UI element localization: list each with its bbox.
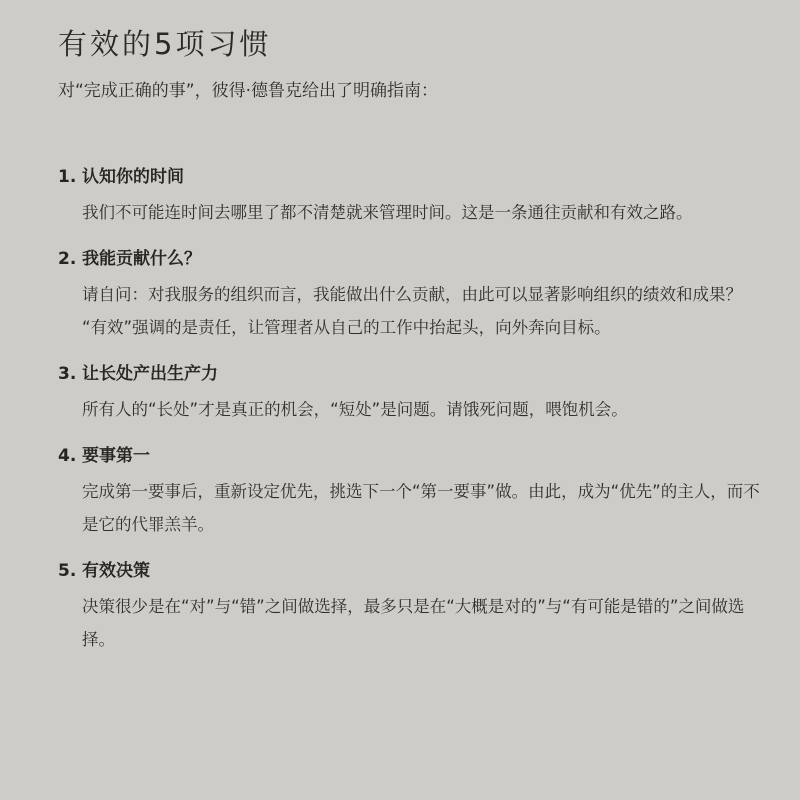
- habits-list: [58, 164, 760, 656]
- habit-number: 4.: [58, 446, 77, 466]
- habit-heading: [58, 558, 760, 584]
- habit-title: 认知你的时间: [82, 167, 184, 187]
- habit-5: [58, 558, 760, 656]
- habit-title: 我能贡献什么？: [82, 249, 201, 269]
- habit-title: 要事第一: [82, 446, 150, 466]
- habit-title: 让长处产出生产力: [82, 364, 218, 384]
- habit-title: 有效决策: [82, 561, 150, 581]
- page-title: 有效的5项习惯: [58, 27, 272, 61]
- habit-number: 3.: [58, 364, 77, 384]
- habit-1: [58, 164, 760, 229]
- habit-heading: [58, 246, 760, 272]
- habit-paragraph: 请自问：对我服务的组织而言，我能做出什么贡献，由此可以显著影响组织的绩效和成果？: [82, 285, 742, 304]
- intro-text: 对“完成正确的事”，彼得·德鲁克给出了明确指南：: [58, 81, 439, 101]
- habit-3: [58, 361, 760, 426]
- habit-paragraph: 完成第一要事后，重新设定优先，挑选下一个“第一要事”做。由此，成为“优先”的主人，而不是它的代罪羔羊。: [82, 482, 760, 534]
- habit-4: [58, 443, 760, 541]
- habit-number: 2.: [58, 249, 77, 269]
- habit-paragraph: 我们不可能连时间去哪里了都不清楚就来管理时间。这是一条通往贡献和有效之路。: [82, 203, 693, 222]
- habit-heading: [58, 164, 760, 190]
- habit-heading: [58, 361, 760, 387]
- habit-paragraph: 决策很少是在“对”与“错”之间做选择，最多只是在“大概是对的”与“有可能是错的”之间做选择。: [82, 597, 745, 649]
- habit-paragraph: “有效”强调的是责任，让管理者从自己的工作中抬起头，向外奔向目标。: [82, 318, 611, 337]
- habit-paragraph: 所有人的“长处”才是真正的机会，“短处”是问题。请饿死问题，喂饱机会。: [82, 400, 628, 419]
- habit-heading: [58, 443, 760, 469]
- habit-number: 5.: [58, 561, 77, 581]
- habit-number: 1.: [58, 167, 77, 187]
- habit-2: [58, 246, 760, 344]
